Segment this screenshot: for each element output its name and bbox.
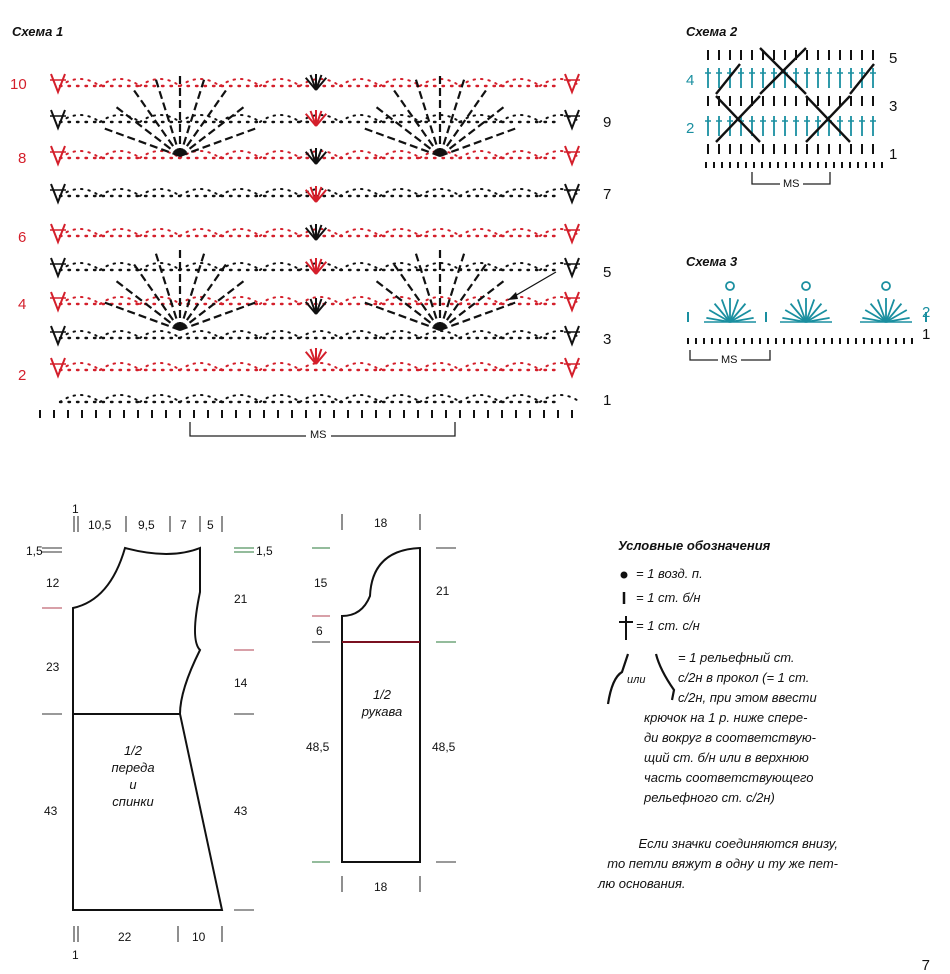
s1-row-2: 2 (18, 367, 27, 384)
s1-fan-stitch (440, 80, 464, 156)
s1-edge-v (51, 326, 65, 344)
schema-2-title: Схема 2 (686, 24, 738, 39)
s1-row-1: 1 (603, 392, 612, 409)
legend-title: Условные обозначения (618, 538, 771, 553)
legend-sc: = 1 ст. б/н (636, 590, 701, 605)
note-line-2: то петли вяжут в одну и ту же пет- (607, 856, 838, 871)
s1-fan-stitch (440, 254, 464, 330)
s1-edge-v (51, 110, 65, 128)
fb-label (98, 742, 168, 810)
sleeve-right-dim-2: 48,5 (432, 740, 456, 754)
fb-label-line-2: переда (111, 760, 155, 775)
s1-fan-stitch (180, 107, 243, 156)
s2-row-4: 4 (686, 72, 695, 89)
s3-row-1: 1 (922, 326, 931, 343)
fb-left-dim-4: 43 (44, 804, 58, 818)
s1-edge-v (51, 74, 65, 92)
s1-edge-v (51, 358, 65, 376)
s1-fan-stitch (365, 303, 440, 330)
s2-row-1: 1 (889, 146, 898, 163)
fb-bottom-dim-2: 10 (192, 930, 206, 944)
s1-fan-stitch (105, 129, 180, 156)
s1-fan-stitch (105, 303, 180, 330)
s1-fan-stitch (440, 281, 503, 330)
s1-fan-stitch (440, 90, 486, 156)
s1-row-8: 8 (18, 150, 27, 167)
s1-fan-stitch (440, 107, 503, 156)
s3-picot (802, 282, 810, 290)
front-back-pattern (73, 548, 222, 910)
fb-left-dim-1: 1,5 (26, 544, 43, 558)
fb-right-dim-3: 14 (234, 676, 248, 690)
sleeve-label-line-2: рукава (361, 704, 403, 719)
s1-edge-v (51, 224, 65, 242)
fb-right-dim-1: 1,5 (256, 544, 273, 558)
s1-fan-stitch (440, 264, 486, 330)
fb-left-dim-3: 23 (46, 660, 60, 674)
s1-fan-stitch (180, 254, 204, 330)
s3-picot (882, 282, 890, 290)
s1-fan-stitch (180, 90, 226, 156)
legend-note (598, 834, 838, 894)
s1-fan-stitch (180, 264, 226, 330)
s1-row-9: 9 (603, 114, 612, 131)
s1-fan-stitch (416, 80, 440, 156)
s3-ms-label: MS (718, 354, 741, 366)
relief-line-7: часть соответствующего (644, 770, 814, 785)
legend-chain: = 1 возд. п. (636, 566, 703, 581)
s1-fan-stitch (156, 80, 180, 156)
s1-fan-stitch (156, 254, 180, 330)
s1-arrowhead (508, 292, 518, 300)
schema-1-title: Схема 1 (12, 24, 64, 39)
s1-fan-stitch (117, 107, 180, 156)
s1-fan-stitch (117, 281, 180, 330)
s1-edge-v (51, 184, 65, 202)
relief-line-8: рельефного ст. с/2н) (644, 790, 775, 805)
schema-1-chart (40, 74, 580, 418)
fb-top-dim-4: 7 (180, 518, 187, 532)
fb-top-dim-3: 9,5 (138, 518, 155, 532)
s3-picot (726, 282, 734, 290)
sleeve-label (354, 686, 410, 720)
s1-fan-stitch (134, 90, 180, 156)
s1-fan-stitch (440, 129, 515, 156)
s1-fan-stitch (394, 90, 440, 156)
note-line-1: Если значки соединяются внизу, (638, 836, 838, 851)
s3-row-2: 2 (922, 304, 931, 321)
s1-fan-stitch (440, 303, 515, 330)
relief-line-5: ди вокруг в соответствую- (644, 730, 816, 745)
fb-label-line-1: 1/2 (123, 743, 143, 758)
relief-line-6: щий ст. б/н или в верхнюю (644, 750, 809, 765)
fb-right-dim-4: 43 (234, 804, 248, 818)
relief-line-1: = 1 рельефный ст. (678, 650, 795, 665)
s1-fan-stitch (377, 107, 440, 156)
sleeve-label-line-1: 1/2 (372, 687, 392, 702)
s1-row-6: 6 (18, 229, 27, 246)
legend-dc: = 1 ст. с/н (636, 618, 700, 633)
s1-edge-v (51, 146, 65, 164)
s1-edge-v (51, 292, 65, 310)
sleeve-left-dim-2: 6 (316, 624, 323, 638)
s1-fan-stitch (180, 281, 243, 330)
s1-fan-stitch (180, 303, 255, 330)
legend-or: или (627, 674, 646, 686)
s1-ms-label: MS (306, 429, 331, 441)
chain-icon (621, 572, 627, 578)
note-line-3: лю основания. (598, 876, 686, 891)
fb-top-dim-2: 10,5 (88, 518, 112, 532)
fb-left-dim-2: 12 (46, 576, 60, 590)
sleeve-top-dim: 18 (374, 516, 388, 530)
s2-row-5: 5 (889, 50, 898, 67)
fb-bottom-dim-1: 22 (118, 930, 132, 944)
schema-3-title: Схема 3 (686, 254, 738, 269)
fb-label-line-4: спинки (112, 794, 154, 809)
sleeve-left-dim-1: 15 (314, 576, 328, 590)
relief-line-2: с/2н в прокол (= 1 ст. (678, 670, 810, 685)
schema-3-chart (688, 282, 926, 344)
s1-fan-stitch (134, 264, 180, 330)
sleeve-bottom-dim: 18 (374, 880, 388, 894)
schema-2-chart (705, 48, 882, 168)
s1-fan-stitch (180, 80, 204, 156)
s1-fan-stitch (180, 129, 255, 156)
legend-relief (644, 648, 834, 808)
sleeve-left-dim-3: 48,5 (306, 740, 330, 754)
fb-top-dim-5: 5 (207, 518, 214, 532)
sleeve-right-dim-1: 21 (436, 584, 450, 598)
relief-line-3: с/2н, при этом ввести (678, 690, 817, 705)
s1-row-4: 4 (18, 296, 27, 313)
s1-row-10: 10 (10, 76, 27, 93)
fb-top-dim-1: 1 (72, 502, 79, 516)
s1-fan-stitch (377, 281, 440, 330)
s1-row-5: 5 (603, 264, 612, 281)
relief-line-4: крючок на 1 р. ниже спере- (644, 710, 808, 725)
fb-label-line-3: и (129, 777, 137, 792)
dc-icon (619, 616, 633, 640)
page-number: 7 (921, 957, 930, 974)
s1-edge-v (51, 258, 65, 276)
s1-row-3: 3 (603, 331, 612, 348)
s2-ms-label: MS (780, 178, 803, 190)
s2-row-2: 2 (686, 120, 695, 137)
s1-row-7: 7 (603, 186, 612, 203)
s2-row-3: 3 (889, 98, 898, 115)
fb-right-dim-2: 21 (234, 592, 248, 606)
fb-bottom-dim-3: 1 (72, 948, 79, 962)
